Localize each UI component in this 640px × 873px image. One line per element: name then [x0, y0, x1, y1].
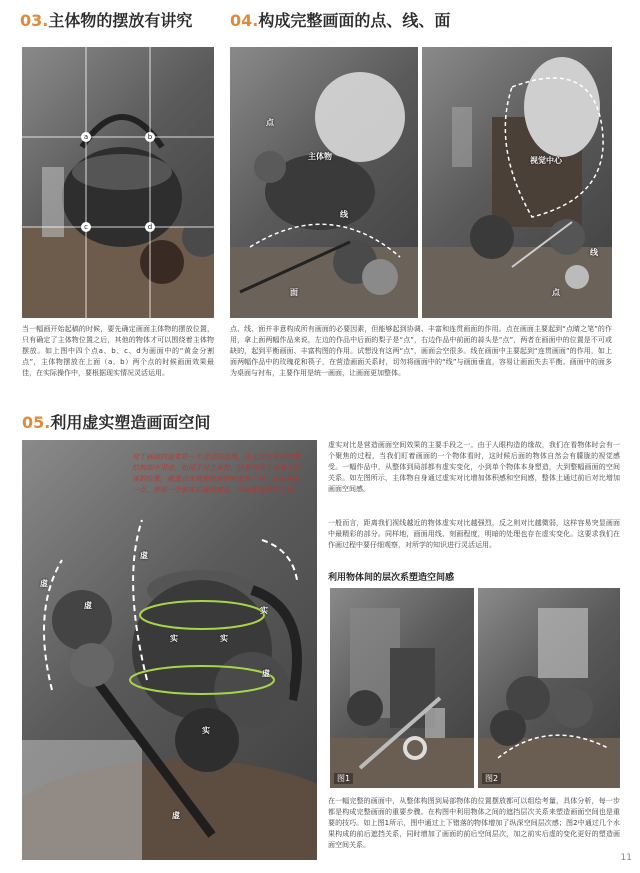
still-life-photo-right	[422, 47, 612, 318]
label-real-2: 实	[220, 634, 228, 643]
label-line-right: 线	[590, 248, 598, 257]
page-number: 11	[620, 853, 632, 863]
grid-point-a: a	[81, 132, 91, 142]
label-virtual-3: 虚	[140, 551, 148, 560]
section-04-number: 04.	[230, 11, 259, 30]
label-line-left: 线	[340, 210, 348, 219]
label-real-4: 实	[202, 726, 210, 735]
grid-point-b: b	[145, 132, 155, 142]
still-life-right-drawing	[422, 47, 612, 318]
section-05-number: 05.	[22, 413, 51, 432]
label-point-right: 点	[552, 288, 560, 297]
grid-point-c: c	[81, 222, 91, 232]
still-life-left-drawing	[230, 47, 418, 318]
section-05-text-2: 一般而言，距离我们视线越近的物体虚实对比越强烈，反之则对比越微弱，这样容易突显画面中最精彩的部分。同样地，画面用线、刻画程度，明暗的处理也存在虚实变化。这要求我们在作画过程中要仔细观察，对所学的知识进行灵活运用。	[328, 519, 620, 549]
section-05-text-3: 在一幅完整的画面中，从整体构图到局部物体的位置摆放都可以组绘考量，具体分析，每一步都是构成完整画面的重要步骤。在构图中利用物体之间的遮挡层次关系来塑造画面空间也是重要的技巧。如上图1所示，图中通过上下错落的物体增加了纵深空间层次感；图2中通过几个水果构成的前后遮挡关系，同时增加了画面的前后空间层次，加之前实后虚的变化更好的塑造画面空间关系。	[328, 797, 620, 849]
label-virtual-5: 虚	[172, 811, 180, 820]
grid-point-d: d	[145, 222, 155, 232]
section-03-text: 当一幅画开始起稿的时候，要先确定画面主体物的摆放位置，只有确定了主体物位置之后，其他的物体才可以围绕着主体物摆放。如上图中四个点a、b、c、d为画面中的“黄金分割点”，主体物摆放在上面（a、b）两个点的时候画面效果最佳，在实际操作中，要根据现实情况灵活运用。	[22, 325, 214, 377]
label-face-left: 面	[290, 288, 298, 297]
label-main-object: 主体物	[308, 152, 332, 161]
kettle-still-life-photo	[22, 440, 317, 860]
label-virtual-1: 虚	[40, 579, 48, 588]
section-03-number: 03.	[20, 11, 49, 30]
label-virtual-4: 虚	[262, 669, 270, 678]
teapot-drawing	[22, 47, 214, 318]
label-visual-center: 视觉中心	[530, 156, 562, 165]
figure-1-label: 图1	[334, 773, 353, 784]
section-05-title: 05.利用虚实塑造画面空间	[22, 413, 211, 432]
figure-1-drawing	[330, 588, 474, 788]
section-03-title: 03.主体物的摆放有讲究	[20, 11, 193, 30]
figure-1-photo	[330, 588, 474, 788]
section-04-title: 04.构成完整画面的点、线、面	[230, 11, 451, 30]
label-real-1: 实	[170, 634, 178, 643]
figure-2-drawing	[478, 588, 620, 788]
still-life-photo-left	[230, 47, 418, 318]
teapot-photo	[22, 47, 214, 318]
section-04-text: 点、线、面并非意构成所有画面的必要因素，但能够起到协调、丰富和连贯画面的作用。点在画面主要起到“点睛之笔”的作用，拿上面两幅作品来说，左边的作品中后面的梨子是“点”，右边作品中前面的蒜头是“点”，两者在画面中的位置是不可或缺的，起到平衡画面、丰富构图的作用。试想没有这两“点”，画面会空很多。线在画面中主要起到“连贯画面”的作用，如上面两幅作品中的玫瑰花和筷子，在营造画面关系时，切勿将画面中的“线”与画面垂直，容易让画面失去平衡。画面中的面多为桌面与衬布，主要作用是统一画面，让画面更加整体。	[230, 325, 612, 377]
figure-2-photo	[478, 588, 620, 788]
red-note-text: 对于画面的虚实是一个灵活的处理，而无形与是有形的结构却不用动，如同于对主体物，注意观察先就要在物体的位置，就重点在观察物体的对象实一些，后面重要一点，形成一个前实后虚的感觉，从而塑造体积关系。	[132, 453, 300, 494]
label-virtual-2: 虚	[84, 601, 92, 610]
kettle-still-life-drawing	[22, 440, 317, 860]
figure-2-label: 图2	[482, 773, 501, 784]
section-05-text-1: 虚实对比是营造画面空间效果的主要手段之一。由于人眼构造的缘故，我们在看物体时会有一个聚焦的过程，当我们盯着画面的一个物体看时，这时候后面的物体自然会有朦胧的视觉感受。一幅作品中，从整体到局部都有虚实变化，小到单个物体本身塑造，大到整幅画面的空间关系。如左图所示，主体物自身通过虚实对比增加体积感和空间感，整体上通过前后对比增加画面空间感。	[328, 441, 620, 493]
section-05-subtitle: 利用物体间的层次系塑造空间感	[328, 573, 455, 583]
label-real-3: 实	[260, 606, 268, 615]
label-point-left: 点	[266, 118, 274, 127]
